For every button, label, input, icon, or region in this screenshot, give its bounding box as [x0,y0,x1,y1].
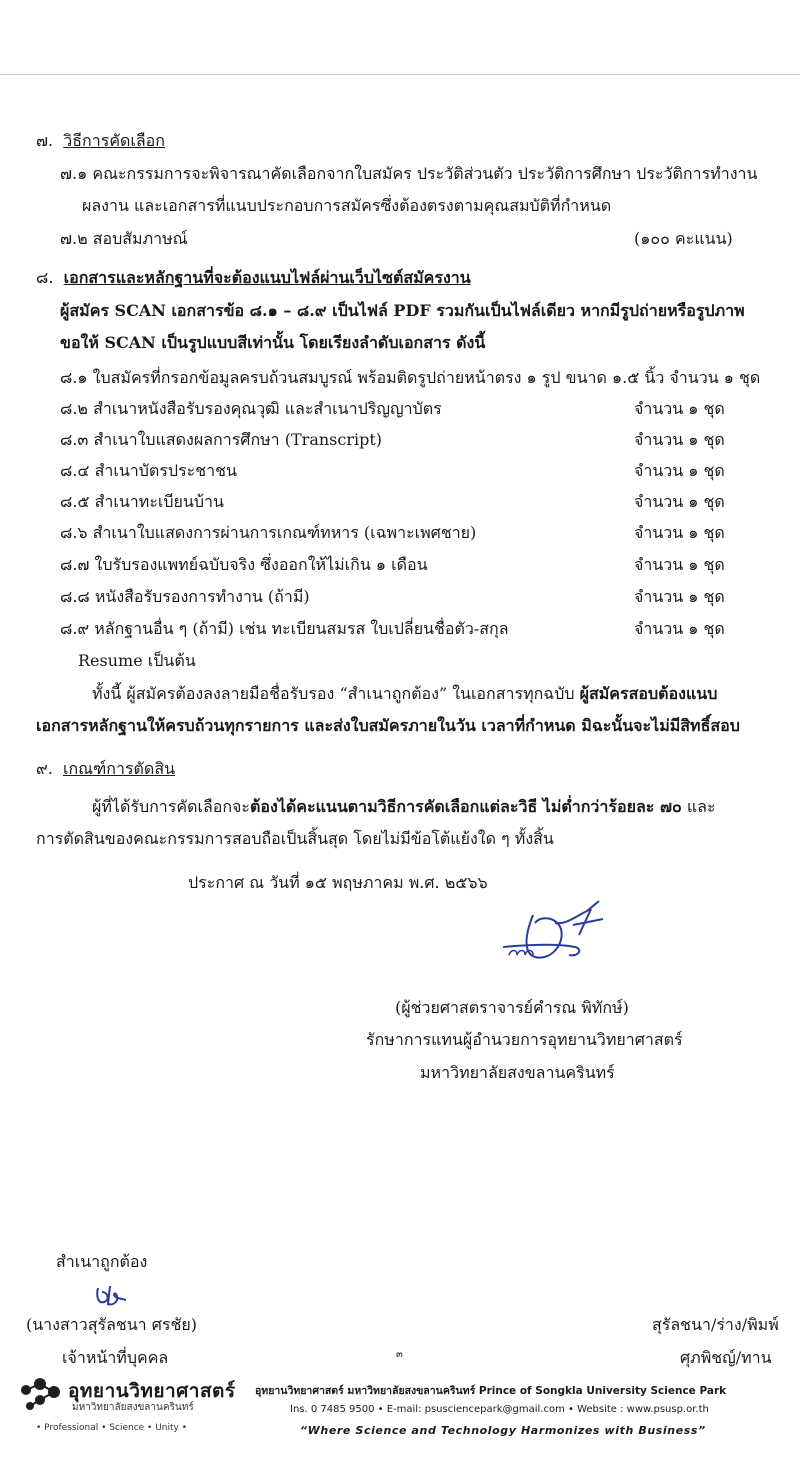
section8-note-bold: ผู้สมัครสอบต้องแนบ [579,684,718,703]
signatory-title1: รักษาการแทนผู้อำนวยการอุทยานวิทยาศาสตร์ [366,1030,683,1049]
section7-item1-line2: ผลงาน และเอกสารที่แนบประกอบการสมัครซึ่งต้องตรงตามคุณสมบัติที่กำหนด [82,196,612,215]
section7-title: วิธีการคัดเลือก [63,131,165,150]
footer-contact: Ins. 0 7485 9500 • E-mail: psusciencepark@gmail.com • Website : www.psusp.or.th [290,1404,709,1415]
section8-note-line2: เอกสารหลักฐานให้ครบถ้วนทุกรายการ และส่งใบสมัครภายในวัน เวลาที่กำหนด มิฉะนั้นจะไม่มีสิทธิ์สอบ [36,716,740,735]
section8-item-qty: จำนวน ๑ ชุด [634,430,725,449]
section8-item: ๘.๖ สำเนาใบแสดงการผ่านการเกณฑ์ทหาร (เฉพาะเพศชาย) [60,523,477,542]
footer-org: อุทยานวิทยาศาสตร์ มหาวิทยาลัยสงขลานครินทร์ Prince of Songkla University Science Park [255,1385,727,1397]
section8-item-qty: จำนวน ๑ ชุด [634,399,725,418]
director-signature [495,895,615,975]
certify-signature [92,1280,132,1310]
page-number: ๓ [396,1349,403,1360]
certify-label: สำเนาถูกต้อง [56,1252,148,1271]
section8-item9-continuation: Resume เป็นต้น [78,651,196,670]
section8-title: เอกสารและหลักฐานที่จะต้องแนบไฟล์ผ่านเว็บไซต์สมัครงาน [63,268,471,287]
section7-item2-score: (๑๐๐ คะแนน) [634,229,733,248]
top-divider [0,74,800,75]
logo-tagline: • Professional • Science • Unity • [36,1423,188,1433]
logo-title: อุทยานวิทยาศาสตร์ [68,1380,236,1402]
section8-item-qty: จำนวน ๑ ชุด [634,555,725,574]
section8-item: ๘.๘ หนังสือรับรองการทำงาน (ถ้ามี) [60,587,310,606]
footer-slogan: “Where Science and Technology Harmonizes with Business” [300,1424,706,1437]
section8-item-qty: จำนวน ๑ ชุด [634,587,725,606]
section9-bold: ต้องได้คะแนนตามวิธีการคัดเลือกแต่ละวิธี ไม่ต่ำกว่าร้อยละ ๗๐ [250,797,682,816]
section8-item: ๘.๓ สำเนาใบแสดงผลการศึกษา (Transcript) [60,430,383,449]
science-park-logo-icon [18,1376,68,1416]
section8-item-qty: จำนวน ๑ ชุด [634,461,725,480]
logo-subtitle: มหาวิทยาลัยสงขลานครินทร์ [72,1402,194,1413]
section9-heading [36,758,175,780]
signatory-title2: มหาวิทยาลัยสงขลานครินทร์ [420,1063,615,1082]
section8-item-qty: จำนวน ๑ ชุด [634,523,725,542]
section8-item: ๘.๒ สำเนาหนังสือรับรองคุณวุฒิ และสำเนาปริญญาบัตร [60,399,442,418]
certify-name: (นางสาวสุรัลชนา ศรชัย) [26,1315,197,1334]
drafted-line2: ศุภพิชญ์/ทาน [680,1348,772,1367]
section8-number: ๘. [36,268,54,287]
section9-text: ผู้ที่ได้รับการคัดเลือกจะ [92,797,251,816]
section8-item: ๘.๗ ใบรับรองแพทย์ฉบับจริง ซึ่งออกให้ไม่เกิน ๑ เดือน [60,555,428,574]
announce-date: ประกาศ ณ วันที่ ๑๕ พฤษภาคม พ.ศ. ๒๕๖๖ [188,873,488,892]
section9-line2: การตัดสินของคณะกรรมการสอบถือเป็นสิ้นสุด โดยไม่มีข้อโต้แย้งใด ๆ ทั้งสิ้น [36,829,554,848]
section7-heading [36,130,165,152]
section8-heading [36,267,471,289]
signatory-name: (ผู้ช่วยศาสตราจารย์คำรณ พิทักษ์) [395,998,629,1017]
section8-note-text: ทั้งนี้ ผู้สมัครต้องลงลายมือชื่อรับรอง “สำเนาถูกต้อง” ในเอกสารทุกฉบับ [92,684,580,703]
section8-item1: ๘.๑ ใบสมัครที่กรอกข้อมูลครบถ้วนสมบูรณ์ พร้อมติดรูปถ่ายหน้าตรง ๑ รูป ขนาด ๑.๕ นิ้ว จำนวน ๑ ชุด [60,368,761,387]
section8-note-line1 [92,683,717,705]
section8-item-qty: จำนวน ๑ ชุด [634,619,725,638]
section8-item: ๘.๔ สำเนาบัตรประชาชน [60,461,237,480]
section8-intro-line1: ผู้สมัคร SCAN เอกสารข้อ ๘.๑ – ๘.๙ เป็นไฟล์ PDF รวมกันเป็นไฟล์เดียว หากมีรูปถ่ายหรือรูปภาพ [60,301,745,320]
section7-item2: ๗.๒ สอบสัมภาษณ์ [60,229,188,248]
section8-item: ๘.๕ สำเนาทะเบียนบ้าน [60,492,224,511]
drafted-line1: สุรัลชนา/ร่าง/พิมพ์ [652,1315,779,1334]
section8-item: ๘.๙ หลักฐานอื่น ๆ (ถ้ามี) เช่น ทะเบียนสมรส ใบเปลี่ยนชื่อตัว-สกุล [60,619,509,638]
section9-number: ๙. [36,759,53,778]
section9-title: เกณฑ์การตัดสิน [62,759,176,778]
section9-text-end: และ [681,797,716,816]
section9-line1 [92,796,716,818]
section8-item-qty: จำนวน ๑ ชุด [634,492,725,511]
certify-role: เจ้าหน้าที่บุคคล [62,1348,169,1367]
section8-intro-line2: ขอให้ SCAN เป็นรูปแบบสีเท่านั้น โดยเรียงลำดับเอกสาร ดังนี้ [60,333,486,352]
section7-item1-line1: ๗.๑ คณะกรรมการจะพิจารณาคัดเลือกจากใบสมัคร ประวัติส่วนตัว ประวัติการศึกษา ประวัติการทำงาน [60,164,758,183]
section7-number: ๗. [36,131,54,150]
